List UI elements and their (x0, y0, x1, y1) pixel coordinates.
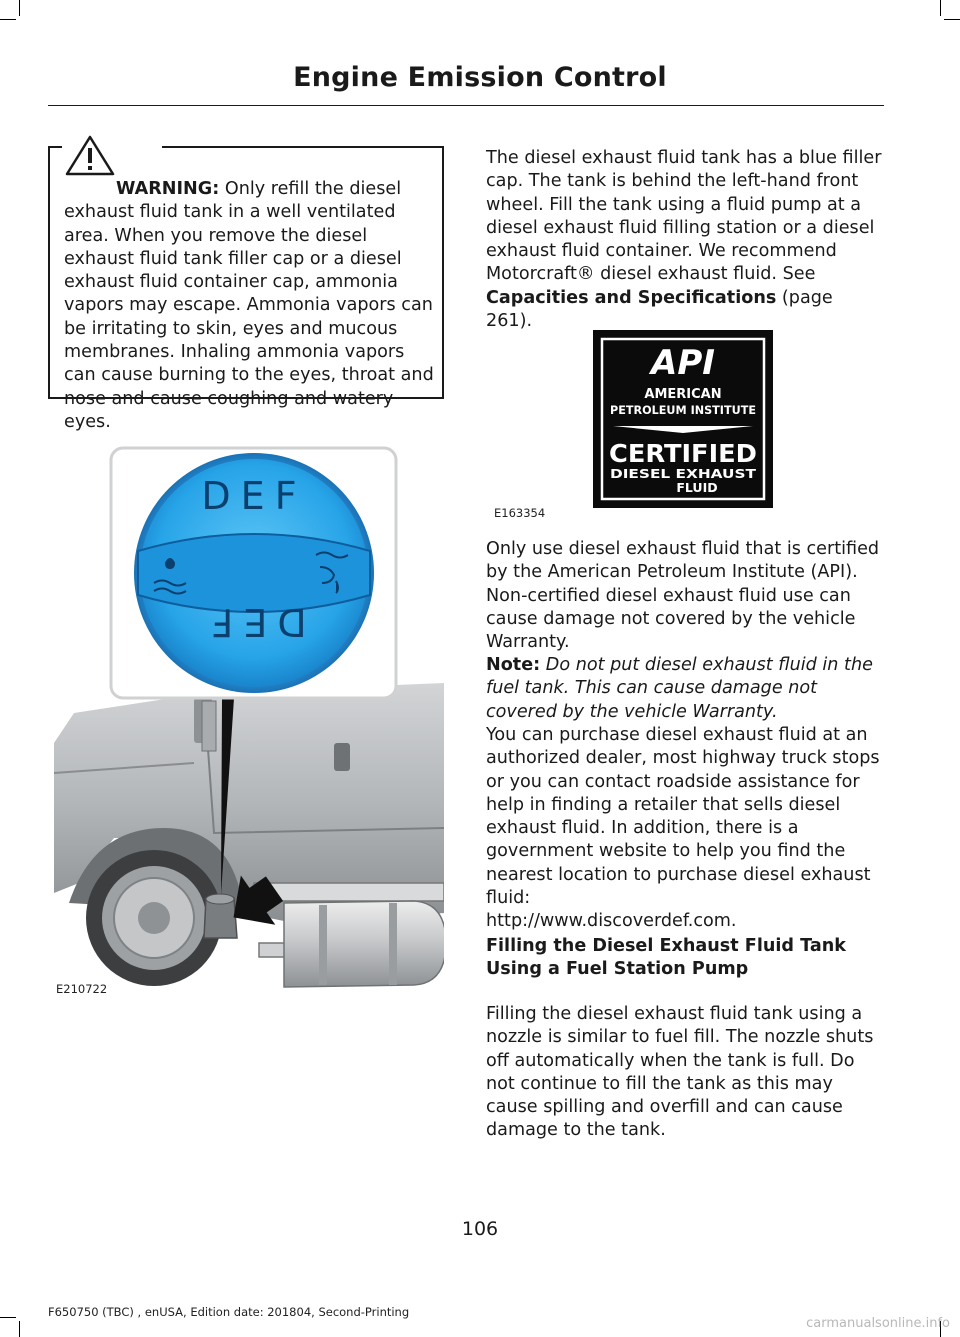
api-paragraph: Only use diesel exhaust fluid that is certified by the American Petroleum Institute (API). Non-certified diesel exhaust fluid use can cause damage not covered by the vehicle Warranty. (486, 539, 880, 653)
crop-mark (0, 1317, 16, 1318)
warning-icon (64, 132, 116, 178)
svg-text:DIESEL EXHAUST: DIESEL EXHAUST (610, 466, 757, 481)
section-heading: Filling the Diesel Exhaust Fluid Tank Using a Fuel Station Pump (486, 936, 846, 980)
page-title: Engine Emission Control (293, 62, 667, 93)
crop-mark (944, 19, 960, 20)
cap-label-top: DEF (201, 474, 307, 518)
title-rule (48, 105, 884, 106)
crop-mark (19, 0, 20, 16)
warning-label: WARNING: (116, 179, 220, 199)
api-logo-text: API (651, 343, 715, 383)
note-label: Note: (486, 655, 541, 675)
note-paragraph (486, 654, 882, 724)
warning-box (48, 146, 444, 432)
figure-code: E210722 (56, 982, 108, 996)
crop-mark (19, 1321, 20, 1337)
note-text: Do not put diesel exhaust fluid in the fuel tank. This can cause damage not covered by the vehicle Warranty. (486, 655, 873, 722)
svg-text:AMERICAN: AMERICAN (644, 387, 722, 402)
figure-code: E163354 (494, 506, 546, 520)
warning-body: Only refill the diesel exhaust fluid tank in a well ventilated area. When you remove the diesel exhaust fluid tank filler cap or a diesel exhaust fluid container cap, ammonia vapors may escape. Ammonia vapors can be irritating to skin, eyes and mucous membranes. Inhaling ammonia vapors can cause burning to the eyes, throat and nose and cause coughing and watery eyes. (64, 179, 434, 432)
svg-text:PETROLEUM INSTITUTE: PETROLEUM INSTITUTE (610, 403, 757, 417)
watermark: carmanualsonline.info (806, 1316, 950, 1331)
warning-text (64, 178, 442, 434)
api-certified-figure (486, 330, 882, 520)
api-certified-logo (593, 330, 773, 508)
crop-mark (940, 0, 941, 16)
discoverdef-link[interactable]: http://www.discoverdef.com. (486, 911, 737, 932)
purchase-paragraph: You can purchase diesel exhaust fluid at an authorized dealer, most highway truck stops or you can contact roadside assistance for help in finding a retailer that sells diesel exhaust fluid. In addition, there is a government website to help you find the nearest location to purchase diesel exhaust fluid: http://www.discoverdef.com. (486, 724, 882, 934)
page-footer: F650750 (TBC) , enUSA, Edition date: 201804, Second-Printing (48, 1305, 410, 1319)
page-number: 106 (461, 1218, 499, 1240)
section-paragraph: Filling the diesel exhaust fluid tank using a nozzle is similar to fuel fill. The nozzle shuts off automatically when the tank is full. Do not continue to fill the tank as this may cause spilling and overfill and can cause damage to the tank. (486, 1004, 874, 1141)
intro-paragraph: The diesel exhaust fluid tank has a blue filler cap. The tank is behind the left-hand front wheel. Fill the tank using a fluid pump at a diesel exhaust fluid filling station or a diesel exhaust fluid container. We recommend Motorcraft® diesel exhaust fluid. See Capacities and Specifications (page 261). (486, 148, 882, 332)
capacities-link[interactable]: Capacities and Specifications (486, 287, 777, 308)
crop-mark (0, 19, 16, 20)
cap-label-bottom: DEF (201, 600, 307, 644)
svg-text:FLUID: FLUID (676, 480, 718, 495)
svg-text:CERTIFIED: CERTIFIED (609, 439, 757, 468)
def-cap-truck-figure (54, 443, 444, 1003)
truck-illustration (54, 443, 444, 1003)
